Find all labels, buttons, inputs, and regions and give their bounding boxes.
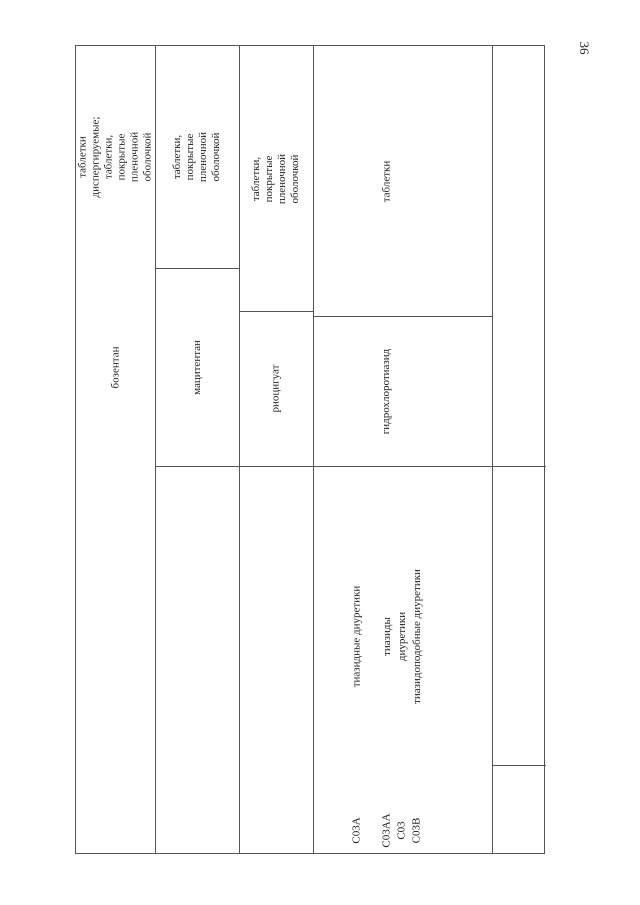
column-divider	[492, 46, 493, 853]
atc-code-cell: C03	[396, 821, 408, 840]
drug-cell: риоцигуат	[269, 364, 282, 413]
row-divider	[313, 316, 492, 317]
row-divider	[155, 466, 239, 467]
row-divider	[492, 765, 546, 766]
anatomic-group-cell: тиазидоподобные диуретики	[410, 568, 423, 704]
anatomic-group-cell: диуретики	[395, 611, 408, 661]
drug-cell: бозентан	[108, 346, 121, 388]
anatomic-group-cell: тиазиды	[380, 616, 393, 656]
atc-code-cell: C03A	[350, 817, 363, 844]
atc-code-cell: C03B	[410, 817, 423, 844]
row-divider	[492, 466, 546, 467]
forms-cell: таблетки	[380, 160, 393, 202]
forms-cell: таблетки, покрытые пленочной оболочкой	[250, 153, 301, 204]
anatomic-group-cell: тиазидные диуретики	[350, 585, 363, 687]
row-divider	[239, 466, 313, 467]
atc-code-cell: C03AA	[380, 813, 393, 848]
drug-cell: гидрохлоротиазид	[380, 348, 393, 434]
forms-cell: таблетки диспергируемые; таблетки, покрытые пленочной оболочкой	[76, 116, 154, 198]
page-number: 36	[577, 41, 592, 55]
drug-cell: мацитентан	[190, 339, 203, 395]
forms-cell: таблетки, покрытые пленочной оболочкой	[171, 131, 222, 183]
medicine-list-table	[75, 45, 545, 854]
